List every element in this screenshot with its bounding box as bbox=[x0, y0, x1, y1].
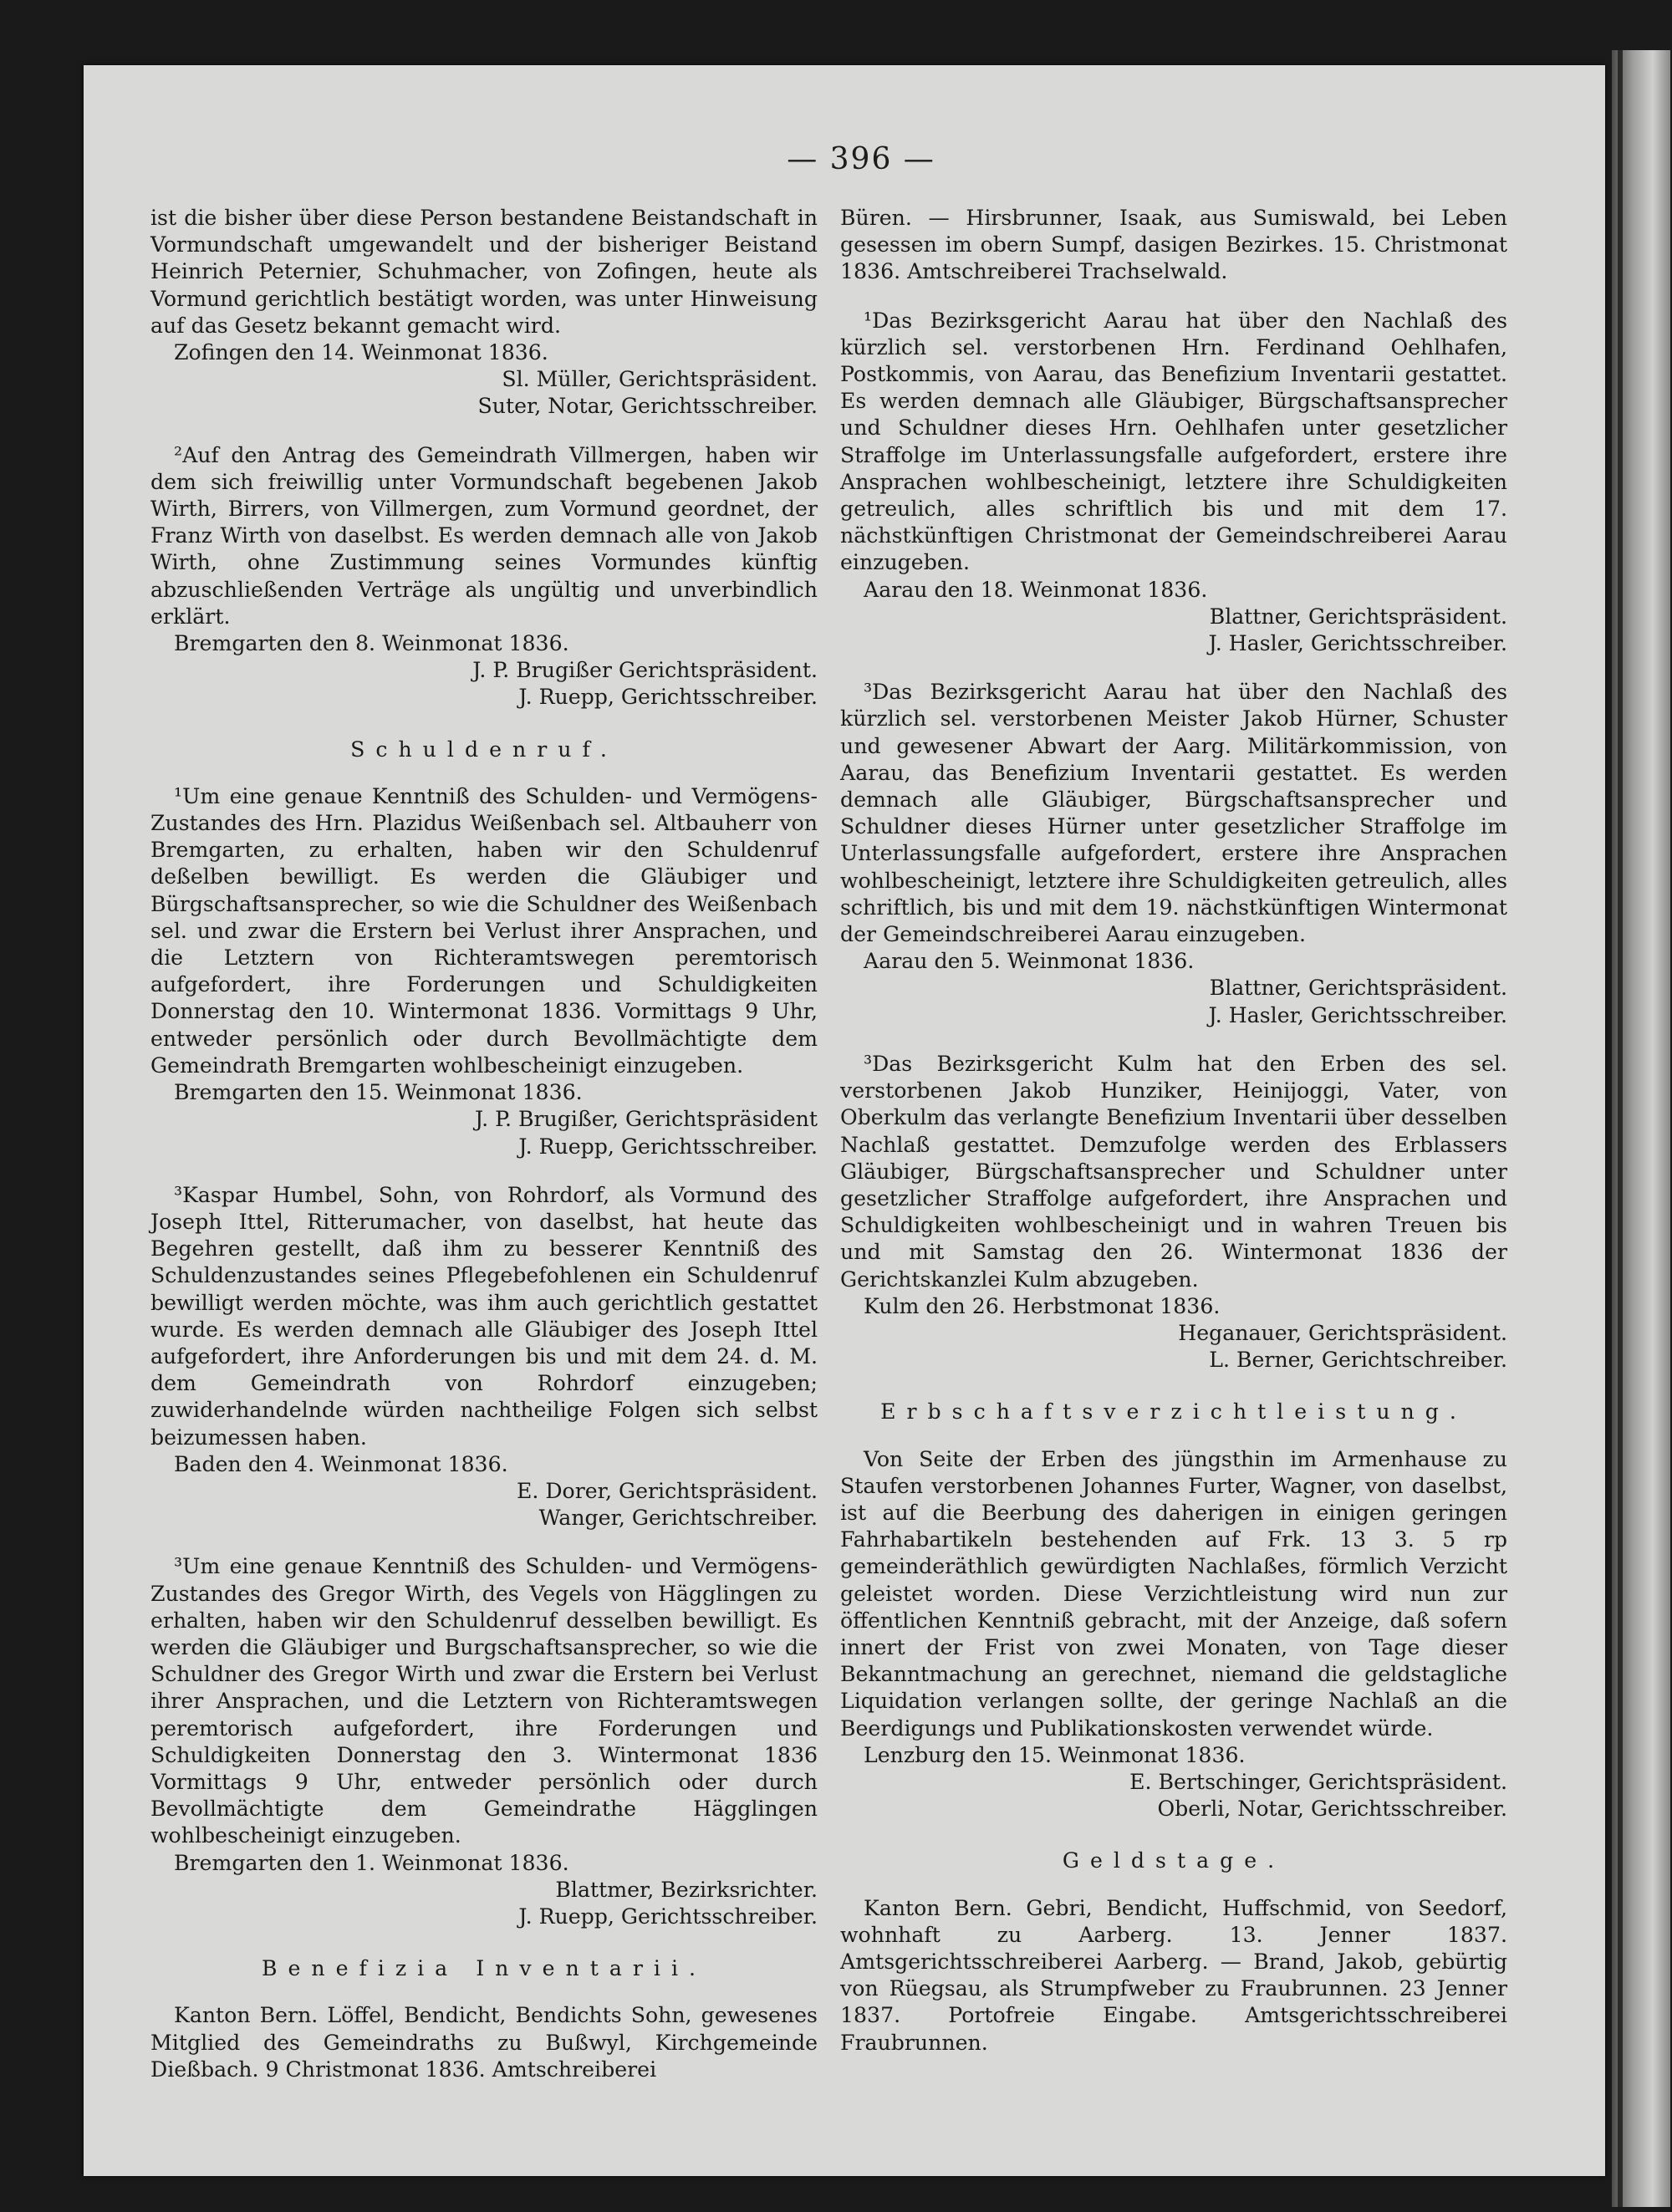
signature-clerk: L. Berner, Gerichtschreiber. bbox=[1209, 1348, 1507, 1373]
notice-text: ³Kaspar Humbel, Sohn, von Rohrdorf, als Vormund des Joseph Ittel, Ritterumacher, von daselbst, hat heute das Begehren gestellt, daß ihm zu besserer Kenntniß des Schuldenzustandes seines Pflegebefohlenen ein Schuldenruf bewilligt werden möchte, was ihm auch gerichtlich gestattet wurde. Es werden demnach alle Gläubiger des Joseph Ittel aufgefordert, ihre Anforderungen bis und mit dem 24. d. M. dem Gemeindrath von Rohrdorf einzugeben; zuwiderhandelnde würden nachtheilige Folgen sich selbst beizumessen haben. bbox=[150, 1182, 818, 1450]
notice-schuldenruf-wirth bbox=[150, 1553, 818, 1930]
notice-benefizium-hirsbrunner bbox=[840, 205, 1507, 286]
notice-place-date: Lenzburg den 15. Weinmonat 1836. bbox=[864, 1742, 1246, 1767]
notice-text: ³Das Bezirksgericht Aarau hat über den Nachlaß des kürzlich sel. verstorbenen Meister Jakob Hürner, Schuster und gewesener Abwart der Aarg. Militärkommission, von Aarau, das Benefizium Inventarii gestattet. Es werden demnach alle Gläubiger, Bürgschaftsansprecher und Schuldner dieses Hürner unter gesetzlicher Straffolge im Unterlassungsfalle aufgefordert, erstere ihre Ansprachen wohlbescheinigt, letztere ihre Schuldigkeiten getreulich, alles schriftlich, bis und mit dem 19. nächstkünftigen Wintermonat der Gemeindschreiberei Aarau einzugeben. bbox=[840, 680, 1507, 947]
signature-clerk: Wanger, Gerichtschreiber. bbox=[538, 1506, 818, 1531]
section-heading-benefizia-inventarii: Benefizia Inventarii. bbox=[261, 1956, 707, 1981]
notice-benefizium-huerner bbox=[840, 679, 1507, 1029]
section-heading-geldstage: Geldstage. bbox=[1062, 1848, 1286, 1873]
section-heading-erbschaftsverzichtleistung: Erbschaftsverzichtleistung. bbox=[880, 1399, 1467, 1425]
notice-text: Kanton Bern. Gebri, Bendicht, Huffschmid, von Seedorf, wohnhaft zu Aarberg. 13. Jenner 1837. Amtsgerichtsschreiberei Aarberg. — Brand, Jakob, gebürtig von Rüegsau, als Strumpfweber zu Fraubrunnen. 23 Jenner 1837. Portofreie Eingabe. Amtsgerichtsschreiberei Fraubrunnen. bbox=[840, 1895, 1507, 2055]
notice-text: ist die bisher über diese Person bestandene Beistandschaft in Vormundschaft umgewandelt und der bisheriger Beistand Heinrich Peternier, Schuhmacher, von Zofingen, heute als Vormund gerichtlich bestätigt worden, was unter Hinweisung auf das Gesetz bekannt gemacht wird. bbox=[150, 206, 818, 338]
notice-place-date: Zofingen den 14. Weinmonat 1836. bbox=[174, 340, 548, 365]
signature-president: Blattner, Gerichtspräsident. bbox=[1209, 976, 1507, 1001]
notice-verzicht-furter bbox=[840, 1446, 1507, 1823]
notice-schuldenruf-weissenbach bbox=[150, 783, 818, 1160]
signature-clerk: J. Hasler, Gerichtsschreiber. bbox=[1208, 631, 1507, 656]
notice-text: Kanton Bern. Löffel, Bendicht, Bendichts Sohn, gewesenes Mitglied des Gemeindraths zu Bußwyl, Kirchgemeinde Dießbach. 9 Christmonat 1836. Amtschreiberei bbox=[150, 2003, 818, 2082]
notice-place-date: Kulm den 26. Herbstmonat 1836. bbox=[864, 1293, 1221, 1318]
signature-president: Heganauer, Gerichtspräsident. bbox=[1178, 1320, 1507, 1345]
signature-president: E. Bertschinger, Gerichtspräsident. bbox=[1129, 1769, 1507, 1794]
notice-place-date: Aarau den 5. Weinmonat 1836. bbox=[864, 949, 1195, 974]
signature-clerk: J. Ruepp, Gerichtsschreiber. bbox=[518, 1904, 818, 1929]
signature-clerk: J. Ruepp, Gerichtsschreiber. bbox=[518, 1134, 818, 1159]
notice-text: ¹Das Bezirksgericht Aarau hat über den Nachlaß des kürzlich sel. verstorbenen Hrn. Ferdinand Oehlhafen, Postkommis, von Aarau, das Benefizium Inventarii gestattet. Es werden demnach alle Gläubiger, Bürgschaftsansprecher und Schuldner dieses Hrn. Oehlhafen unter gesetzlicher Straffolge im Unterlassungsfalle aufgefordert, erstere ihre Ansprachen wohlbescheinigt, letztere ihre Schuldigkeiten getreulich, alles schriftlich bis und mit dem 17. nächstkünftigen Christmonat der Gemeindschreiberei Aarau einzugeben. bbox=[840, 308, 1507, 575]
notice-place-date: Bremgarten den 1. Weinmonat 1836. bbox=[174, 1850, 569, 1875]
signature-president: J. P. Brugißer, Gerichtspräsident bbox=[474, 1107, 818, 1132]
right-column bbox=[840, 205, 1507, 2057]
notice-text: ³Das Bezirksgericht Kulm hat den Erben des sel. verstorbenen Jakob Hunziker, Heinijoggi, Vater, von Oberkulm das verlangte Benefizium Inventarii über desselben Nachlaß gestattet. Demzufolge werden des Erblassers Gläubiger, Bürgschaftsansprecher und Schuldner unter gesetzlicher Straffolge aufgefordert, ihre Ansprachen und Schuldigkeiten wohlbescheinigt und in wahren Treuen bis und mit Samstag den 26. Wintermonat 1836 der Gerichtskanzlei Kulm abzugeben. bbox=[840, 1051, 1507, 1292]
signature-president: Sl. Müller, Gerichtspräsident. bbox=[502, 367, 818, 392]
signature-president: J. P. Brugißer Gerichtspräsident. bbox=[472, 658, 818, 683]
left-column bbox=[150, 205, 818, 2083]
notice-text: ³Um eine genaue Kenntniß des Schulden- und Vermögens-Zustandes des Gregor Wirth, des Vegels von Hägglingen zu erhalten, haben wir den Schuldenruf desselben bewilligt. Es werden die Gläubiger und Burgschaftsansprecher, so wie die Schuldner des Gregor Wirth und zwar die Erstern bei Verlust ihrer Ansprachen, und die Letztern von Richteramtswegen peremtorisch aufgefordert, ihre Forderungen und Schuldigkeiten Donnerstag den 3. Wintermonat 1836 Vormittags 9 Uhr, entweder persönlich oder durch Bevollmächtigte dem Gemeindrathe Hägglingen wohlbescheinigt einzugeben. bbox=[150, 1554, 818, 1848]
notice-text: Büren. — Hirsbrunner, Isaak, aus Sumiswald, bei Leben gesessen im obern Sumpf, dasigen Bezirkes. 15. Christmonat 1836. Amtschreiberei Trachselwald. bbox=[840, 206, 1507, 284]
page-number: — 396 — bbox=[787, 142, 935, 176]
notice-place-date: Bremgarten den 8. Weinmonat 1836. bbox=[174, 631, 569, 656]
notice-schuldenruf-ittel bbox=[150, 1182, 818, 1532]
notice-benefizium-oehlhafen bbox=[840, 308, 1507, 658]
signature-clerk: Oberli, Notar, Gerichtsschreiber. bbox=[1157, 1797, 1507, 1822]
notice-place-date: Baden den 4. Weinmonat 1836. bbox=[174, 1451, 508, 1476]
notice-geldstage-bern bbox=[840, 1895, 1507, 2057]
notice-text: ²Auf den Antrag des Gemeindrath Villmergen, haben wir dem sich freiwillig unter Vormundschaft begebenen Jakob Wirth, Birrers, von Villmergen, zum Vormund geordnet, der Franz Wirth von daselbst. Es werden demnach alle von Jakob Wirth, ohne Zustimmung seines Vormundes künftig abzuschließenden Verträge als ungültig und unverbindlich erklärt. bbox=[150, 442, 818, 629]
notice-vormundschaft-villmergen bbox=[150, 442, 818, 711]
signature-clerk: J. Ruepp, Gerichtsschreiber. bbox=[518, 685, 818, 710]
signature-clerk: Suter, Notar, Gerichtsschreiber. bbox=[477, 394, 818, 419]
signature-president: Blattner, Gerichtspräsident. bbox=[1209, 604, 1507, 629]
notice-text: Von Seite der Erben des jüngsthin im Armenhause zu Staufen verstorbenen Johannes Furter, Wagner, von daselbst, ist auf die Beerbung des daherigen in einigen geringen Fahrhabartikeln bestehenden auf Frk. 13 3. 5 rp gemeinderäthlich gewürdigten Nachlaßes, förmlich Verzicht geleistet worden. Diese Verzichtleistung wird nun zur öffentlichen Kenntniß gebracht, mit der Anzeige, daß sofern innert der Frist von zwei Monaten, von Tage dieser Bekanntmachung an gerechnet, niemand die geldstagliche Liquidation verlangen sollte, der geringe Nachlaß an die Beerdigungs und Publikationskosten verwendet würde. bbox=[840, 1446, 1507, 1741]
notice-benefizium-hunziker bbox=[840, 1051, 1507, 1374]
notice-vormundschaft-zofingen bbox=[150, 205, 818, 420]
notice-text: ¹Um eine genaue Kenntniß des Schulden- und Vermögens-Zustandes des Hrn. Plazidus Weißenbach sel. Altbauherr von Bremgarten, zu erhalten, haben wir den Schuldenruf deßelben bewilligt. Es werden die Gläubiger und Bürgschaftsansprecher, so wie die Schuldner des Weißenbach sel. und zwar die Erstern bei Verlust ihrer Ansprachen, und die Letztern von Richteramtswegen peremtorisch aufgefordert, ihre Forderungen und Schuldigkeiten Donnerstag den 10. Wintermonat 1836. Vormittags 9 Uhr, entweder persönlich oder durch Bevollmächtigte dem Gemeindrath Bremgarten wohlbescheinigt einzugeben. bbox=[150, 783, 818, 1078]
section-heading-schuldenruf: Schuldenruf. bbox=[350, 736, 618, 762]
signature-president: E. Dorer, Gerichtspräsident. bbox=[516, 1478, 818, 1503]
page-gutter-shadow bbox=[1618, 50, 1623, 2207]
signature-clerk: J. Hasler, Gerichtsschreiber. bbox=[1208, 1002, 1507, 1027]
notice-benefizium-loeffel bbox=[150, 2002, 818, 2083]
notice-place-date: Aarau den 18. Weinmonat 1836. bbox=[864, 577, 1208, 602]
notice-place-date: Bremgarten den 15. Weinmonat 1836. bbox=[174, 1080, 583, 1105]
signature-judge: Blattmer, Bezirksrichter. bbox=[555, 1877, 818, 1902]
